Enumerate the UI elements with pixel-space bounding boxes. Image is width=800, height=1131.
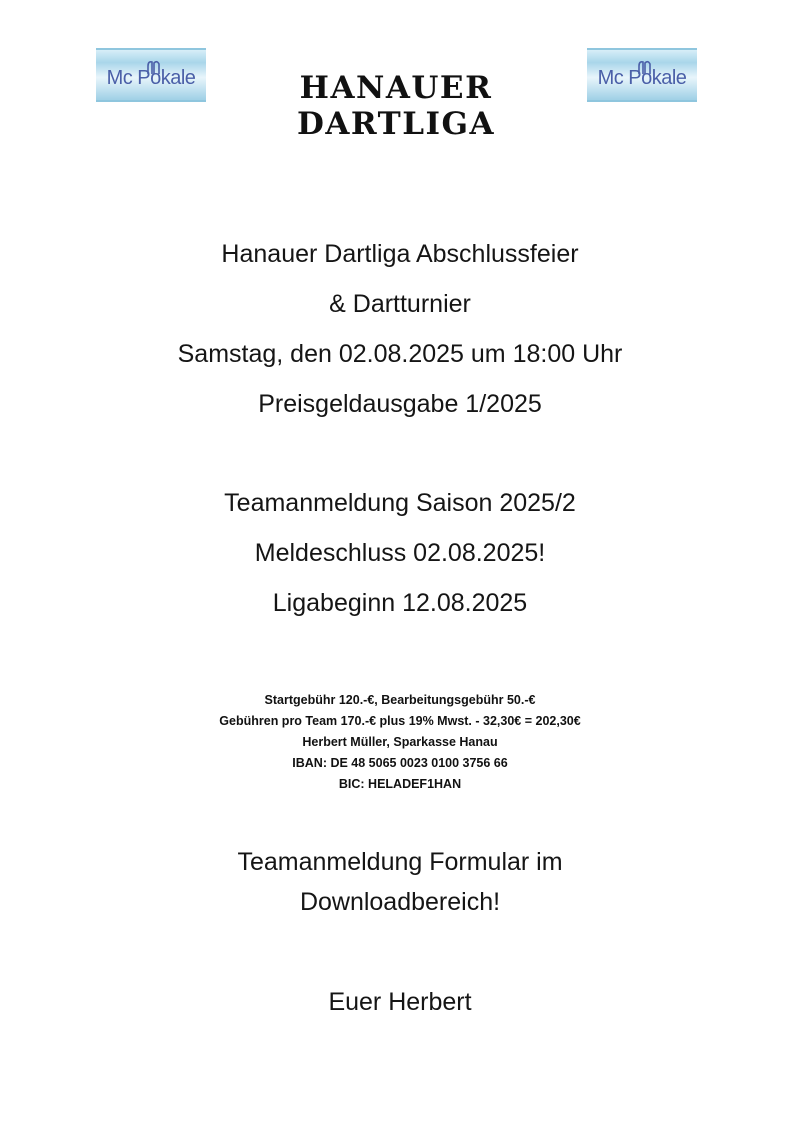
registration-title: Teamanmeldung Saison 2025/2 (224, 489, 576, 517)
logo-text: Mc Pokale (597, 67, 687, 89)
prize-money-line: Preisgeldausgabe 1/2025 (258, 390, 542, 418)
fee-total-line: Gebühren pro Team 170.-€ plus 19% Mwst. - 32,30€ = 202,30€ (219, 714, 581, 728)
fee-line: Startgebühr 120.-€, Bearbeitungsgebühr 50.-€ (264, 693, 536, 707)
header (0, 48, 800, 142)
logo-text: Mc Pokale (106, 67, 196, 89)
bank-account-holder: Herbert Müller, Sparkasse Hanau (302, 735, 498, 749)
mc-pokale-logo-right (587, 48, 697, 102)
bic: BIC: HELADEF1HAN (338, 777, 462, 791)
iban: IBAN: DE 48 5065 0023 0100 3756 66 (292, 756, 508, 770)
form-notice-line2: Downloadbereich! (299, 888, 501, 916)
mc-pokale-logo-left (96, 48, 206, 102)
event-date: Samstag, den 02.08.2025 um 18:00 Uhr (177, 340, 623, 368)
league-start: Ligabeginn 12.08.2025 (272, 589, 528, 617)
page-title: HANAUER DARTLIGA (296, 70, 496, 142)
signature: Euer Herbert (328, 988, 472, 1016)
event-subtitle: & Dartturnier (329, 290, 471, 318)
event-title: Hanauer Dartliga Abschlussfeier (221, 240, 579, 268)
registration-deadline: Meldeschluss 02.08.2025! (254, 539, 546, 567)
form-notice-line1: Teamanmeldung Formular im (237, 848, 563, 876)
